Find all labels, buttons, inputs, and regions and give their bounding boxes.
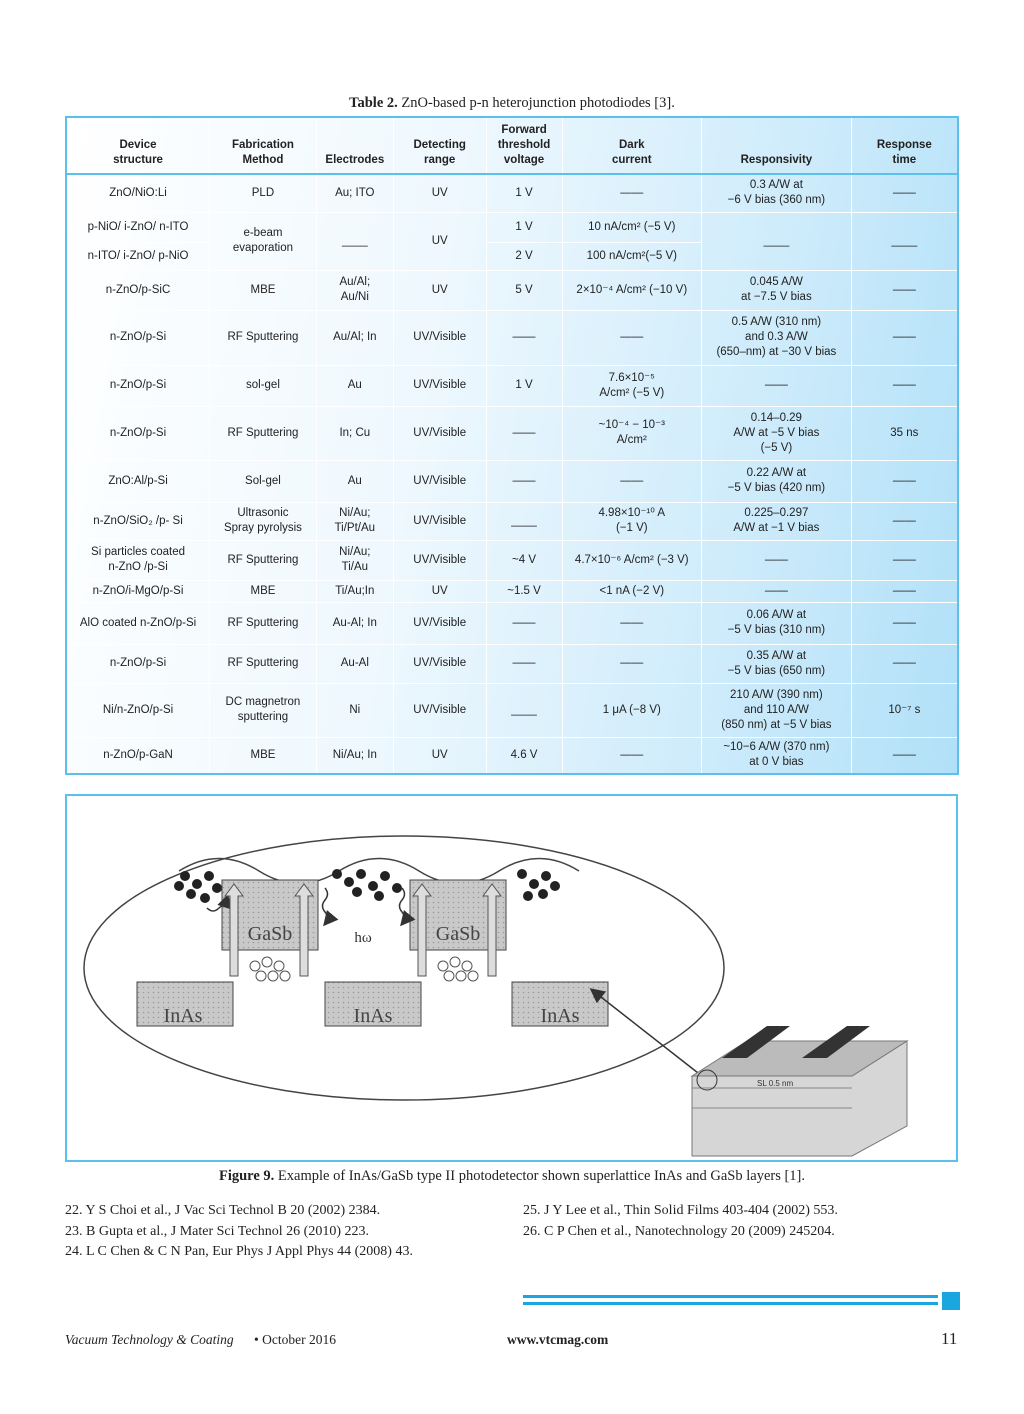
sl-label: SL 0.5 nm bbox=[757, 1079, 794, 1088]
table-cell: —— bbox=[851, 270, 958, 310]
table-row bbox=[66, 212, 958, 242]
table-cell: ~4 V bbox=[486, 540, 562, 580]
table-cell: Au; ITO bbox=[316, 174, 393, 212]
superlattice-diagram bbox=[67, 796, 956, 1160]
header-forward: Forward threshold voltage bbox=[486, 117, 562, 174]
table-cell: UV/Visible bbox=[393, 540, 486, 580]
table-cell: UV/Visible bbox=[393, 310, 486, 365]
table-row bbox=[66, 270, 958, 310]
inas-label-left: InAs bbox=[163, 1005, 203, 1027]
gasb-label-left: GaSb bbox=[247, 923, 293, 945]
table-cell: ____ bbox=[486, 502, 562, 540]
table-cell: 0.045 A/W at −7.5 V bias bbox=[702, 270, 852, 310]
table-cell: —— bbox=[851, 602, 958, 644]
device-3d-sketch bbox=[692, 1026, 907, 1156]
table-cell: 0.5 A/W (310 nm) and 0.3 A/W (650–nm) at −30 V bias bbox=[702, 310, 852, 365]
table-cell: UV/Visible bbox=[393, 602, 486, 644]
table-cell: Ultrasonic Spray pyrolysis bbox=[210, 502, 317, 540]
table-cell: Sol-gel bbox=[210, 460, 317, 502]
table-cell: n-ZnO/SiO₂ /p- Si bbox=[66, 502, 210, 540]
table-cell: —— bbox=[702, 580, 852, 602]
table-cell: Ni/Au; Ti/Pt/Au bbox=[316, 502, 393, 540]
reference-item: 25. J Y Lee et al., Thin Solid Films 403-404 (2002) 553. bbox=[523, 1203, 838, 1218]
inas-label-mid: InAs bbox=[353, 1005, 393, 1027]
table-cell: —— bbox=[851, 502, 958, 540]
table-cell: n-ZnO/p-Si bbox=[66, 644, 210, 683]
table-cell: RF Sputtering bbox=[210, 406, 317, 460]
table-cell: UV bbox=[393, 174, 486, 212]
table-row bbox=[66, 644, 958, 683]
table-row bbox=[66, 460, 958, 502]
page-number: 11 bbox=[941, 1329, 958, 1348]
table-cell: Au/Al; Au/Ni bbox=[316, 270, 393, 310]
table-cell: n-ZnO/i-MgO/p-Si bbox=[66, 580, 210, 602]
table-cell: —— bbox=[486, 460, 562, 502]
references-right bbox=[523, 1201, 838, 1242]
footer-journal: Vacuum Technology & Coating bbox=[65, 1332, 234, 1347]
table-cell: —— bbox=[486, 602, 562, 644]
header-dark: Dark current bbox=[562, 117, 702, 174]
table-cell: RF Sputtering bbox=[210, 540, 317, 580]
photodiode-table bbox=[65, 116, 959, 775]
table-cell: —— bbox=[486, 644, 562, 683]
table-cell: Si particles coated n-ZnO /p-Si bbox=[66, 540, 210, 580]
photon-label: hω bbox=[354, 930, 372, 946]
table-cell: ~1.5 V bbox=[486, 580, 562, 602]
table-cell: 210 A/W (390 nm) and 110 A/W (850 nm) at −5 V bias bbox=[702, 683, 852, 737]
table-cell: <1 nA (−2 V) bbox=[562, 580, 702, 602]
table-cell: 0.06 A/W at −5 V bias (310 nm) bbox=[702, 602, 852, 644]
table-cell: n-ITO/ i-ZnO/ p-NiO bbox=[66, 242, 210, 270]
table-cell: e-beam evaporation bbox=[210, 212, 317, 270]
table-cell: n-ZnO/p-Si bbox=[66, 365, 210, 406]
table-cell: —— bbox=[851, 310, 958, 365]
table-cell: 1 V bbox=[486, 365, 562, 406]
table-cell: Ni/n-ZnO/p-Si bbox=[66, 683, 210, 737]
footer-date: • October 2016 bbox=[254, 1332, 336, 1347]
table-cell: Ni bbox=[316, 683, 393, 737]
table-cell: 0.14–0.29 A/W at −5 V bias (−5 V) bbox=[702, 406, 852, 460]
table-cell: —— bbox=[851, 580, 958, 602]
table-cell: UV/Visible bbox=[393, 502, 486, 540]
divider-rule bbox=[523, 1295, 938, 1298]
table-caption-label: Table 2. bbox=[349, 95, 398, 111]
table-cell: UV/Visible bbox=[393, 644, 486, 683]
table-cell: 0.225–0.297 A/W at −1 V bias bbox=[702, 502, 852, 540]
table-cell: Ti/Au;In bbox=[316, 580, 393, 602]
table-row bbox=[66, 737, 958, 774]
footer-url: www.vtcmag.com bbox=[507, 1332, 609, 1347]
table-cell: 2 V bbox=[486, 242, 562, 270]
table-cell: UV/Visible bbox=[393, 683, 486, 737]
figure-caption bbox=[0, 1168, 1024, 1185]
table-cell: ____ bbox=[851, 212, 958, 270]
table-cell: 10⁻⁷ s bbox=[851, 683, 958, 737]
table-row bbox=[66, 406, 958, 460]
table-cell: p-NiO/ i-ZnO/ n-ITO bbox=[66, 212, 210, 242]
table-cell: ~10−6 A/W (370 nm) at 0 V bias bbox=[702, 737, 852, 774]
table-row bbox=[66, 540, 958, 580]
table-cell: UV/Visible bbox=[393, 365, 486, 406]
table-cell: ____ bbox=[316, 212, 393, 270]
table-cell: 7.6×10⁻⁵ A/cm² (−5 V) bbox=[562, 365, 702, 406]
table-cell: ____ bbox=[486, 683, 562, 737]
table-cell: 1 V bbox=[486, 174, 562, 212]
header-electrodes: Electrodes bbox=[316, 117, 393, 174]
table-cell: —— bbox=[851, 460, 958, 502]
table-cell: —— bbox=[562, 310, 702, 365]
table-cell: ZnO/NiO:Li bbox=[66, 174, 210, 212]
table-cell: RF Sputtering bbox=[210, 644, 317, 683]
table-row bbox=[66, 602, 958, 644]
table-row bbox=[66, 174, 958, 212]
header-responsivity: Responsivity bbox=[702, 117, 852, 174]
references-left bbox=[65, 1201, 413, 1263]
table-cell: RF Sputtering bbox=[210, 602, 317, 644]
accent-square bbox=[942, 1292, 960, 1310]
table-cell: 10 nA/cm² (−5 V) bbox=[562, 212, 702, 242]
table-cell: 1 V bbox=[486, 212, 562, 242]
reference-item: 22. Y S Choi et al., J Vac Sci Technol B 20 (2002) 2384. bbox=[65, 1203, 381, 1218]
table-cell: ____ bbox=[702, 212, 852, 270]
reference-item: 23. B Gupta et al., J Mater Sci Technol 26 (2010) 223. bbox=[65, 1223, 369, 1239]
table-cell: Au/Al; In bbox=[316, 310, 393, 365]
table-cell: sol-gel bbox=[210, 365, 317, 406]
table-cell: 1 μA (−8 V) bbox=[562, 683, 702, 737]
table-cell: —— bbox=[562, 737, 702, 774]
table-cell: 0.22 A/W at −5 V bias (420 nm) bbox=[702, 460, 852, 502]
table-cell: MBE bbox=[210, 270, 317, 310]
table-cell: —— bbox=[851, 644, 958, 683]
table-cell: n-ZnO/p-Si bbox=[66, 310, 210, 365]
divider-rule bbox=[523, 1302, 938, 1305]
table-cell: Au-Al; In bbox=[316, 602, 393, 644]
table-cell: n-ZnO/p-GaN bbox=[66, 737, 210, 774]
table-cell: PLD bbox=[210, 174, 317, 212]
table-row bbox=[66, 310, 958, 365]
table-cell: UV bbox=[393, 737, 486, 774]
table-cell: —— bbox=[702, 365, 852, 406]
table-cell: UV/Visible bbox=[393, 460, 486, 502]
zoom-arrow bbox=[592, 990, 707, 1080]
table-row bbox=[66, 683, 958, 737]
table-cell: —— bbox=[851, 365, 958, 406]
table-cell: MBE bbox=[210, 737, 317, 774]
table-cell: 4.7×10⁻⁶ A/cm² (−3 V) bbox=[562, 540, 702, 580]
header-device: Device structure bbox=[66, 117, 210, 174]
table-cell: —— bbox=[851, 174, 958, 212]
table-caption-text: ZnO-based p-n heterojunction photodiodes [3]. bbox=[401, 95, 675, 111]
reference-item: 24. L C Chen & C N Pan, Eur Phys J Appl Phys 44 (2008) 43. bbox=[65, 1244, 413, 1259]
table-cell: AlO coated n-ZnO/p-Si bbox=[66, 602, 210, 644]
gasb-label-right: GaSb bbox=[435, 923, 481, 945]
table-cell: RF Sputtering bbox=[210, 310, 317, 365]
table-cell: Ni/Au; In bbox=[316, 737, 393, 774]
table-cell: Au-Al bbox=[316, 644, 393, 683]
table-cell: 4.6 V bbox=[486, 737, 562, 774]
table-row bbox=[66, 502, 958, 540]
table-cell: —— bbox=[851, 540, 958, 580]
table-cell: UV bbox=[393, 270, 486, 310]
table-cell: 5 V bbox=[486, 270, 562, 310]
figure-caption-text: Example of InAs/GaSb type II photodetector shown superlattice InAs and GaSb layers [1]. bbox=[277, 1168, 806, 1184]
table-cell: n-ZnO/p-Si bbox=[66, 406, 210, 460]
table-cell: MBE bbox=[210, 580, 317, 602]
inas-label-right: InAs bbox=[540, 1005, 580, 1027]
figure-caption-label: Figure 9. bbox=[218, 1168, 275, 1184]
reference-item: 26. C P Chen et al., Nanotechnology 20 (2009) 245204. bbox=[523, 1223, 835, 1239]
figure-frame bbox=[65, 794, 958, 1162]
table-row bbox=[66, 365, 958, 406]
table-cell: 2×10⁻⁴ A/cm² (−10 V) bbox=[562, 270, 702, 310]
table-cell: Ni/Au; Ti/Au bbox=[316, 540, 393, 580]
table-cell: —— bbox=[562, 460, 702, 502]
table-cell: —— bbox=[702, 540, 852, 580]
table-cell: ~10⁻⁴ − 10⁻³ A/cm² bbox=[562, 406, 702, 460]
table-cell: UV bbox=[393, 580, 486, 602]
table-cell: —— bbox=[562, 602, 702, 644]
table-cell: 0.35 A/W at −5 V bias (650 nm) bbox=[702, 644, 852, 683]
table-cell: Au bbox=[316, 460, 393, 502]
table-cell: UV bbox=[393, 212, 486, 270]
table-cell: —— bbox=[562, 174, 702, 212]
table-cell: n-ZnO/p-SiC bbox=[66, 270, 210, 310]
table-cell: —— bbox=[851, 737, 958, 774]
table-cell: UV/Visible bbox=[393, 406, 486, 460]
table-cell: ZnO:Al/p-Si bbox=[66, 460, 210, 502]
zoom-ellipse bbox=[84, 836, 724, 1100]
table-cell: 0.3 A/W at −6 V bias (360 nm) bbox=[702, 174, 852, 212]
table-cell: —— bbox=[486, 310, 562, 365]
table-cell: Au bbox=[316, 365, 393, 406]
table-cell: —— bbox=[486, 406, 562, 460]
table-cell: 4.98×10⁻¹⁰ A (−1 V) bbox=[562, 502, 702, 540]
electron-dots bbox=[250, 957, 478, 981]
table-cell: In; Cu bbox=[316, 406, 393, 460]
table-cell: DC magnetron sputtering bbox=[210, 683, 317, 737]
table-caption bbox=[0, 95, 1024, 112]
table-cell: 100 nA/cm²(−5 V) bbox=[562, 242, 702, 270]
table-row bbox=[66, 580, 958, 602]
header-response: Response time bbox=[851, 117, 958, 174]
header-fabrication: Fabrication Method bbox=[210, 117, 317, 174]
table-header-row bbox=[66, 117, 958, 174]
table-cell: 35 ns bbox=[851, 406, 958, 460]
table-cell: —— bbox=[562, 644, 702, 683]
header-detecting: Detecting range bbox=[393, 117, 486, 174]
